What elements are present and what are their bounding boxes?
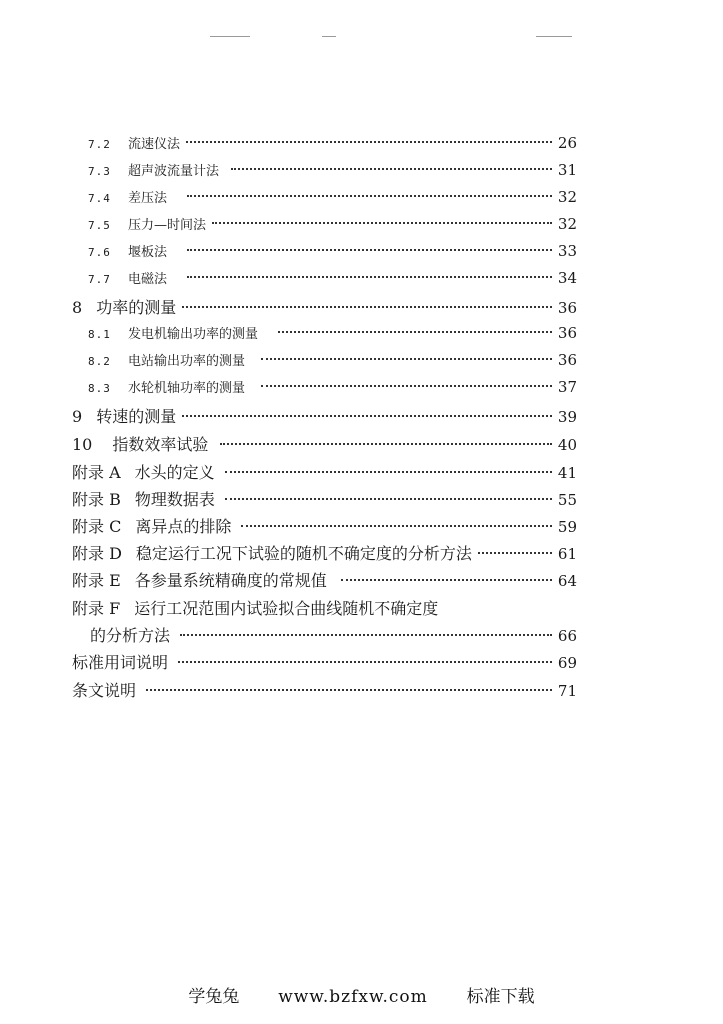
toc-entry-title: 标准用词说明 <box>72 653 169 672</box>
toc-entry-number: 7.7 <box>88 273 111 286</box>
toc-entry[interactable] <box>0 323 723 342</box>
toc-entry-number: 附录 A <box>72 463 121 482</box>
toc-entry-page: 34 <box>557 269 577 287</box>
site-url[interactable]: www.bzfxw.com <box>278 987 428 1007</box>
scan-artifact <box>536 36 572 37</box>
toc-entry-number: 8.2 <box>88 355 111 368</box>
toc-entry[interactable] <box>0 678 723 701</box>
toc-entry-title: 各参量系统精确度的常规值 <box>134 571 327 590</box>
toc-entry-title: 水轮机轴功率的测量 <box>128 381 246 396</box>
toc-entry-continuation[interactable] <box>0 623 723 646</box>
dot-leader <box>187 276 552 278</box>
toc-entry-number: 附录 F <box>72 599 121 618</box>
toc-entry-page: 36 <box>557 299 577 317</box>
toc-entry-title: 稳定运行工况下试验的随机不确定度的分析方法 <box>135 544 472 563</box>
dot-leader <box>182 306 552 308</box>
toc-entry[interactable] <box>0 160 723 179</box>
dot-leader <box>178 661 552 663</box>
toc-entry-number: 附录 C <box>72 517 122 536</box>
toc-entry-page: 39 <box>557 408 577 426</box>
toc-entry-number: 10 <box>72 435 93 454</box>
toc-entry-number: 8.3 <box>88 382 111 395</box>
toc-entry-title: 超声波流量计法 <box>128 164 220 179</box>
toc-entry-title: 电磁法 <box>128 272 168 287</box>
toc-entry-title: 物理数据表 <box>134 490 215 509</box>
toc-entry[interactable] <box>0 596 723 619</box>
toc-entry-number: 7.2 <box>88 138 111 151</box>
toc-entry-number: 8 <box>72 298 83 317</box>
toc-entry[interactable] <box>0 295 723 318</box>
toc-entry[interactable] <box>0 541 723 564</box>
toc-entry-number: 8.1 <box>88 328 111 341</box>
toc-entry-number: 7.3 <box>88 165 111 178</box>
dot-leader <box>225 471 552 473</box>
dot-leader <box>187 249 552 251</box>
toc-entry-page: 40 <box>557 436 577 454</box>
dot-leader <box>231 168 552 170</box>
toc-entry-page: 33 <box>557 242 577 260</box>
toc-entry-title: 条文说明 <box>72 681 137 700</box>
dot-leader <box>146 689 552 691</box>
toc-entry-page: 26 <box>557 134 577 152</box>
toc-entry-page: 36 <box>557 324 577 342</box>
toc-entry[interactable] <box>0 350 723 369</box>
toc-entry-number: 7.4 <box>88 192 111 205</box>
toc-entry[interactable] <box>0 432 723 455</box>
toc-entry[interactable] <box>0 377 723 396</box>
watermark-footer <box>0 982 723 1007</box>
scan-artifact <box>322 36 336 37</box>
toc-entry-title: 压力—时间法 <box>128 218 207 233</box>
dot-leader <box>261 385 552 387</box>
dot-leader <box>278 331 552 333</box>
toc-entry-page: 64 <box>557 572 577 590</box>
toc-entry-title: 转速的测量 <box>96 407 177 426</box>
toc-entry-number: 7.5 <box>88 219 111 232</box>
toc-entry[interactable] <box>0 514 723 537</box>
toc-entry-title: 离异点的排除 <box>135 517 232 536</box>
dot-leader <box>261 358 552 360</box>
toc-entry[interactable] <box>0 187 723 206</box>
dot-leader <box>478 552 552 554</box>
toc-entry-page: 41 <box>557 464 577 482</box>
toc-entry[interactable] <box>0 460 723 483</box>
toc-entry-page: 55 <box>557 491 577 509</box>
toc-entry-page: 31 <box>557 161 577 179</box>
toc-entry-title: 水头的定义 <box>134 463 215 482</box>
toc-entry-page: 66 <box>557 627 577 645</box>
toc-entry-number: 9 <box>72 407 83 426</box>
dot-leader <box>182 415 552 417</box>
toc-entry[interactable] <box>0 214 723 233</box>
toc-entry-number: 附录 D <box>72 544 122 563</box>
dot-leader <box>180 634 552 636</box>
toc-entry-page: 61 <box>557 545 577 563</box>
toc-entry-page: 59 <box>557 518 577 536</box>
toc-entry[interactable] <box>0 487 723 510</box>
toc-entry-number: 附录 B <box>72 490 121 509</box>
toc-entry[interactable] <box>0 133 723 152</box>
toc-entry-page: 71 <box>557 682 577 700</box>
toc-entry-page: 37 <box>557 378 577 396</box>
toc-entry[interactable] <box>0 404 723 427</box>
toc-entry-page: 32 <box>557 215 577 233</box>
toc-entry-title: 指数效率试验 <box>112 435 209 454</box>
site-name: 学兔兔 <box>188 987 240 1007</box>
toc-entry[interactable] <box>0 268 723 287</box>
scan-artifact <box>210 36 250 37</box>
dot-leader <box>225 498 552 500</box>
toc-entry[interactable] <box>0 650 723 673</box>
toc-entry-title: 差压法 <box>128 191 168 206</box>
toc-entry-title: 运行工况范围内试验拟合曲线随机不确定度 <box>134 599 439 618</box>
toc-entry-number: 附录 E <box>72 571 121 590</box>
dot-leader <box>220 443 552 445</box>
toc-entry-title: 堰板法 <box>128 245 168 260</box>
dot-leader <box>341 579 552 581</box>
dot-leader <box>212 222 552 224</box>
toc-entry-title: 电站输出功率的测量 <box>128 354 246 369</box>
toc-entry-page: 36 <box>557 351 577 369</box>
toc-entry[interactable] <box>0 241 723 260</box>
toc-entry-title: 的分析方法 <box>90 626 171 645</box>
dot-leader <box>187 195 552 197</box>
dot-leader <box>186 141 552 143</box>
toc-entry-title: 流速仪法 <box>128 137 181 152</box>
site-tagline: 标准下载 <box>466 987 535 1007</box>
toc-entry-page: 69 <box>557 654 577 672</box>
toc-entry[interactable] <box>0 568 723 591</box>
dot-leader <box>241 525 552 527</box>
toc-entry-title: 发电机输出功率的测量 <box>128 327 259 342</box>
toc-entry-number: 7.6 <box>88 246 111 259</box>
toc-entry-page: 32 <box>557 188 577 206</box>
toc-entry-title: 功率的测量 <box>96 298 177 317</box>
